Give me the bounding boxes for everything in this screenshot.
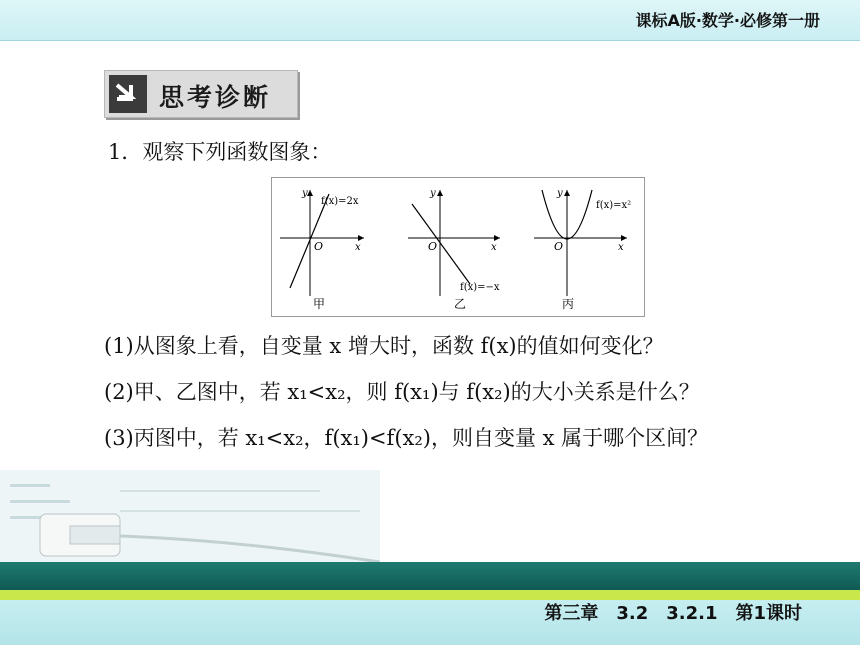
sub-question-2: (2)甲、乙图中，若 x₁<x₂，则 f(x₁)与 f(x₂)的大小关系是什么？ (104, 380, 700, 404)
header-bar (0, 0, 860, 41)
y-axis-label: y (430, 188, 436, 199)
textbook-title: 课标A版·数学·必修第一册 (635, 11, 820, 30)
section-badge (104, 70, 298, 118)
graph-caption: 乙 (454, 297, 467, 311)
x-axis-label: x (618, 242, 624, 253)
function-label: f(x)=−x (460, 282, 500, 293)
graph-jia (280, 188, 364, 311)
y-axis-label: y (557, 188, 563, 199)
origin-label: O (554, 240, 564, 253)
function-label: f(x)=2x (321, 196, 359, 207)
sub-question-1: (1)从图象上看，自变量 x 增大时，函数 f(x)的值如何变化？ (104, 334, 664, 358)
graph-bing (534, 188, 631, 311)
question-intro: 1．观察下列函数图象： (108, 140, 332, 164)
bottom-stripe (0, 562, 860, 590)
origin-label: O (428, 240, 438, 253)
graph-caption: 丙 (562, 297, 575, 311)
x-axis-label: x (355, 242, 361, 253)
arrow-icon (109, 75, 150, 113)
origin-label: O (314, 240, 324, 253)
y-axis-label: y (302, 188, 308, 199)
function-graphs-figure (271, 177, 645, 317)
sub-question-3: (3)丙图中，若 x₁<x₂，f(x₁)<f(x₂)，则自变量 x 属于哪个区间？ (104, 426, 709, 450)
graph-yi (408, 188, 500, 311)
chapter-location: 第三章 3.2 3.2.1 第1课时 (544, 603, 802, 624)
function-label: f(x)=x² (596, 200, 632, 211)
section-title: 思考诊断 (159, 83, 272, 112)
graph-caption: 甲 (313, 297, 326, 311)
x-axis-label: x (491, 242, 497, 253)
